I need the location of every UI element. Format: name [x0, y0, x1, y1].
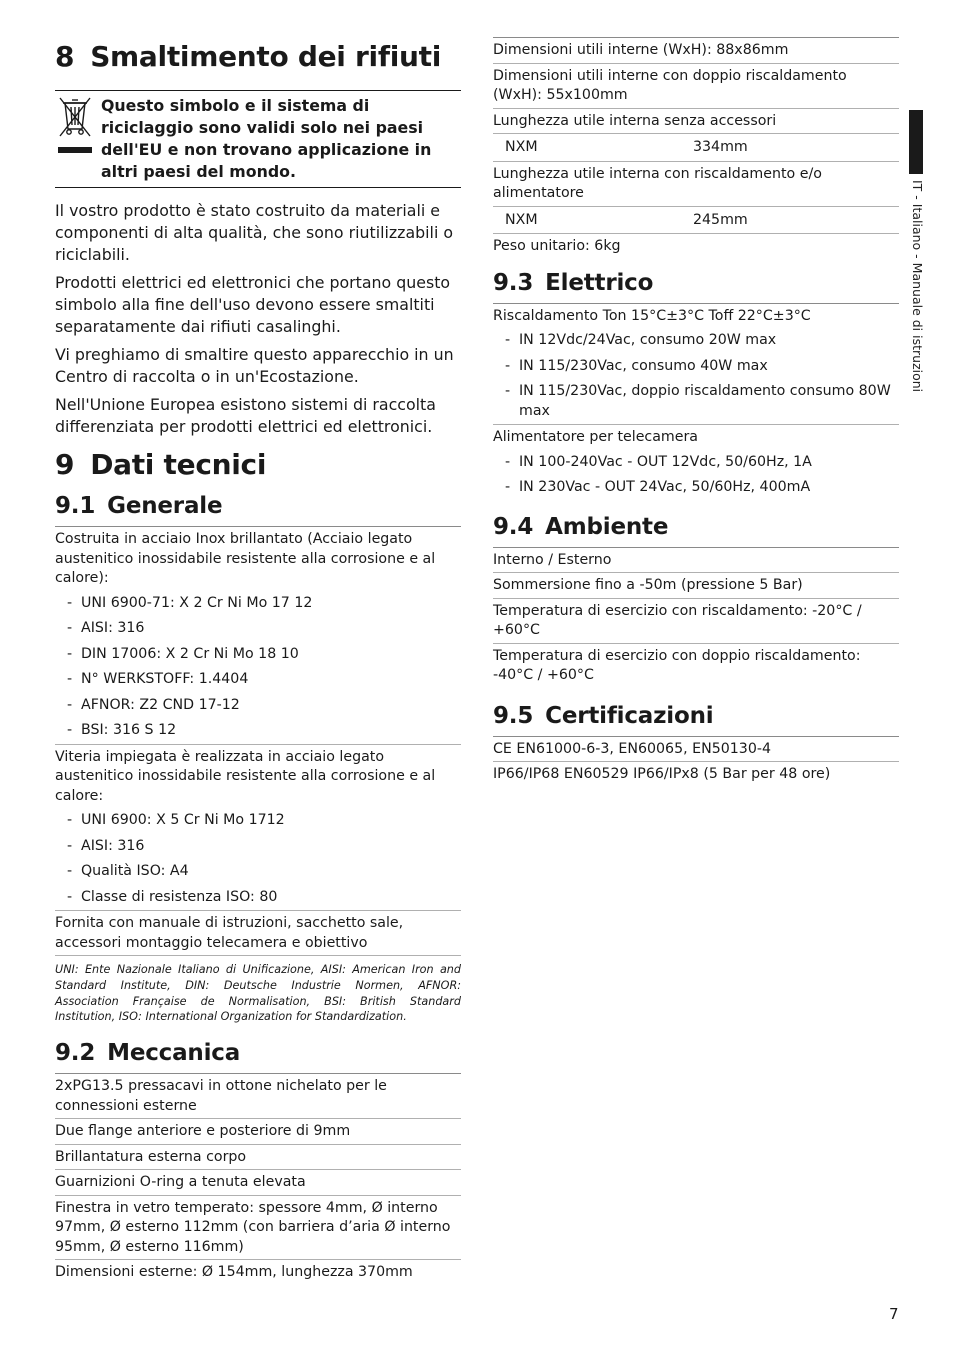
section-9-3-heading: 9.3 Elettrico: [493, 269, 654, 296]
psu-spec: Alimentatore per telecamera: [493, 424, 899, 450]
heating-list: [493, 328, 899, 424]
list-item: - Qualità ISO: A4: [55, 859, 461, 885]
table-row: 2xPG13.5 pressacavi in ottone nichelato per le connessioni esterne: [55, 1074, 461, 1119]
list-item: - IN 12Vdc/24Vac, consumo 20W max: [493, 328, 899, 354]
dimensions-double-heating-row: Dimensioni utili interne con doppio riscaldamento (WxH): 55x100mm: [493, 64, 899, 109]
table-row: IP66/IP68 EN60529 IP66/IPx8 (5 Bar per 48 ore): [493, 766, 831, 782]
model-label: NXM: [505, 211, 538, 228]
length-no-accessories-value-row: [493, 134, 899, 162]
weee-notice: [55, 90, 461, 188]
paragraph: Il vostro prodotto è stato costruito da materiali e componenti di alta qualità, che sono riutilizzabili o riciclabili.: [55, 201, 454, 264]
section-9-5-heading: 9.5 Certificazioni: [493, 702, 714, 729]
list-item: - BSI: 316 S 12: [55, 718, 461, 744]
table-row: Finestra in vetro temperato: spessore 4mm, Ø interno 97mm, Ø esterno 112mm (con barriera d’aria Ø interno 95mm, Ø esterno 116mm): [55, 1196, 461, 1261]
list-item: - DIN 17006: X 2 Cr Ni Mo 18 10: [55, 642, 461, 668]
list-item: - IN 230Vac - OUT 24Vac, 50/60Hz, 400mA: [493, 475, 899, 501]
weight-row: Peso unitario: 6kg: [493, 238, 621, 254]
list-item: - IN 115/230Vac, consumo 40W max: [493, 354, 899, 380]
list-item: - UNI 6900-71: X 2 Cr Ni Mo 17 12: [55, 591, 461, 617]
paragraph: Prodotti elettrici ed elettronici che portano questo simbolo alla fine dell'uso devono essere smaltiti separatamente dai rifiuti casalinghi.: [55, 273, 451, 336]
list-item: - IN 115/230Vac, doppio riscaldamento consumo 80W max: [493, 379, 899, 424]
table-row: Temperatura di esercizio con doppio riscaldamento: -40°C / +60°C: [493, 647, 861, 683]
material-list-1: [55, 591, 461, 744]
table-row: Dimensioni esterne: Ø 154mm, lunghezza 370mm: [55, 1264, 413, 1281]
section-9-4-heading: 9.4 Ambiente: [493, 513, 669, 540]
heating-spec: Riscaldamento Ton 15°C±3°C Toff 22°C±3°C: [493, 307, 811, 324]
section-9-heading: 9 Dati tecnici: [55, 448, 267, 481]
generale-supplied: Fornita con manuale di istruzioni, sacchetto sale, accessori montaggio telecamera e obiettivo: [55, 910, 461, 956]
length-heating-row: Lunghezza utile interna con riscaldamento e/o alimentatore: [493, 162, 899, 207]
disposal-paragraphs: [55, 200, 461, 438]
length-heating-value-row: [493, 207, 899, 235]
list-item: - AISI: 316: [55, 834, 461, 860]
length-no-accessories-row: Lunghezza utile interna senza accessori: [493, 109, 899, 135]
table-row: Guarnizioni O-ring a tenuta elevata: [55, 1170, 461, 1196]
section-9-1-heading: 9.1 Generale: [55, 493, 223, 519]
material-list-2: [55, 808, 461, 910]
language-tab-marker: [909, 110, 923, 174]
table-row: Due flange anteriore e posteriore di 9mm: [55, 1119, 461, 1145]
certificazioni-table: [493, 737, 899, 787]
list-item: - IN 100-240Vac - OUT 12Vdc, 50/60Hz, 1A: [493, 450, 899, 476]
model-label: NXM: [505, 139, 538, 155]
weee-text: Questo simbolo e il sistema di riciclaggio sono validi solo nei paesi dell'EU e non trovano applicazione in altri paesi del mondo.: [101, 96, 432, 181]
ambiente-table: [493, 548, 899, 688]
list-item: - AFNOR: Z2 CND 17-12: [55, 693, 461, 719]
psu-list: [493, 450, 899, 501]
table-row: Sommersione fino a -50m (pressione 5 Bar): [493, 573, 899, 599]
abbreviations-note: UNI: Ente Nazionale Italiano di Unificazione, AISI: American Iron and Standard Institute, DIN: Deutsche Industrie Normen, AFNOR: Association Française de Normalisation, BSI: British Standard Institution, ISO: International Organization for Standardization.: [55, 963, 461, 1024]
generale-intro-2: Viteria impiegata è realizzata in acciaio legato austenitico inossidabile resistente alla corrosione e al calore:: [55, 744, 461, 809]
list-item: - UNI 6900: X 5 Cr Ni Mo 1712: [55, 808, 461, 834]
length-value: 334mm: [693, 139, 748, 155]
right-column: [493, 37, 899, 787]
meccanica-table: [55, 1074, 461, 1285]
table-row: Brillantatura esterna corpo: [55, 1145, 461, 1171]
dimensions-row: Dimensioni utili interne (WxH): 88x86mm: [493, 38, 899, 64]
page-number: 7: [889, 1305, 899, 1323]
side-language-label: IT - Italiano - Manuale di istruzioni: [910, 180, 925, 393]
table-row: CE EN61000-6-3, EN60065, EN50130-4: [493, 737, 899, 763]
paragraph: Vi preghiamo di smaltire questo apparecchio in un Centro di raccolta o in un'Ecostazione.: [55, 345, 454, 386]
left-column: [55, 40, 461, 1285]
table-row: Interno / Esterno: [493, 548, 899, 574]
paragraph: Nell'Unione Europea esistono sistemi di raccolta differenziata per prodotti elettrici ed elettronici.: [55, 395, 436, 436]
list-item: - N° WERKSTOFF: 1.4404: [55, 667, 461, 693]
crossed-out-wheelie-bin-icon: [55, 95, 101, 183]
generale-intro-1: Costruita in acciaio Inox brillantato (Acciaio legato austenitico inossidabile resistente alla corrosione e al calore):: [55, 531, 436, 586]
section-8-heading: 8 Smaltimento dei rifiuti: [55, 40, 442, 73]
list-item: - Classe di resistenza ISO: 80: [55, 885, 461, 911]
list-item: - AISI: 316: [55, 616, 461, 642]
length-value: 245mm: [693, 211, 748, 228]
section-9-2-heading: 9.2 Meccanica: [55, 1040, 241, 1067]
table-row: Temperatura di esercizio con riscaldamento: -20°C / +60°C: [493, 599, 899, 644]
